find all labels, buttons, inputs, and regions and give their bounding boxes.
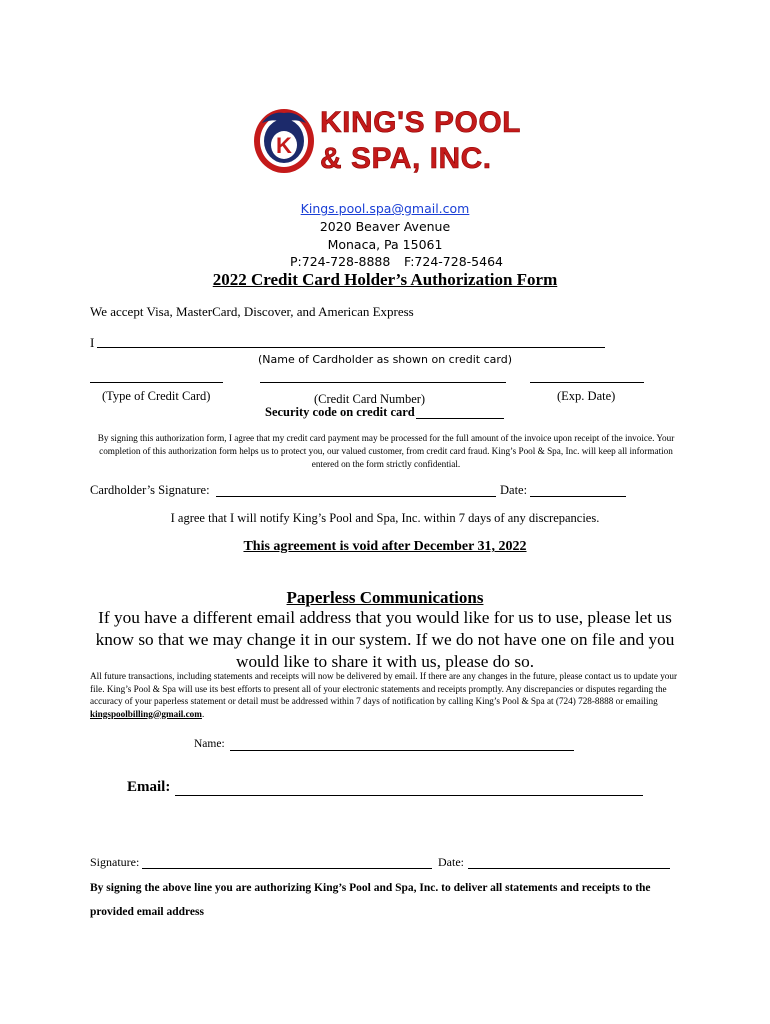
form-title: 2022 Credit Card Holder’s Authorization Form (212, 270, 558, 289)
cardholder-name-row (90, 335, 94, 351)
form-title-wrap (0, 270, 770, 290)
card-type-caption: (Type of Credit Card) (102, 389, 211, 403)
company-city: Monaca, Pa 15061 (327, 237, 443, 252)
paperless-notice-text: All future transactions, including statements and receipts will now be delivered by email. If there are any changes in the future, please contact us to update your file. King’s Pool & Spa will use its best efforts to present all of your electronic statements and receipts promptly. Any discrepancies or disputes regarding the accuracy of your paperless statement or detail must be addressed within 7 days of notification by calling King’s Pool & Spa at (724) 728-8888 or emailing (90, 671, 678, 706)
paperless-signature-label: Signature: (90, 855, 140, 869)
void-notice: This agreement is void after December 31, 2022 (243, 539, 527, 554)
paperless-email-field[interactable] (175, 781, 643, 796)
card-type-field[interactable] (90, 372, 223, 383)
company-logo (250, 100, 530, 182)
card-number-field[interactable] (260, 372, 506, 383)
cardholder-name-field[interactable] (97, 336, 605, 348)
paperless-notice: All future transactions, including statements and receipts will now be delivered by email. If there are any changes in the future, please contact us to update your file. King’s Pool & Spa will use its best efforts to present all of your electronic statements and receipts promptly. Any discrepancies or disputes regarding the accuracy of your paperless statement or detail must be addressed within 7 days of notification by calling King’s Pool & Spa at (724) 728-8888 or emailing kingspoolbilling@gmail.com. (90, 671, 678, 719)
security-code-field[interactable] (416, 406, 504, 419)
logo-line-2: & SPA, INC. (320, 142, 492, 175)
paperless-email-label: Email: (127, 779, 171, 795)
exp-date-field[interactable] (530, 372, 644, 383)
paperless-date-field[interactable] (468, 856, 670, 869)
paperless-date-label: Date: (438, 855, 464, 869)
paperless-signature-field[interactable] (142, 856, 432, 869)
paperless-intro: If you have a different email address that you would like for us to use, please let us know so that we may change it in our system. If we do not have one on file and you would like to share it with us, please do so. (95, 608, 675, 671)
exp-date-caption: (Exp. Date) (557, 389, 616, 403)
company-phone: P:724-728-8888 (290, 254, 391, 269)
palm-seal-icon (252, 103, 316, 175)
name-prefix: I (90, 335, 95, 350)
paperless-name-label: Name: (194, 738, 225, 750)
svg-text:K: K (276, 133, 292, 158)
accepted-cards-text: We accept Visa, MasterCard, Discover, and American Express (90, 304, 414, 319)
cardholder-name-caption: (Name of Cardholder as shown on credit card) (258, 353, 512, 366)
billing-email-link[interactable]: kingspoolbilling@gmail.com (90, 708, 202, 719)
company-email-link[interactable]: Kings.pool.spa@gmail.com (300, 201, 470, 216)
authorization-disclaimer: By signing this authorization form, I agree that my credit card payment may be processed for the full amount of the invoice upon receipt of the invoice. Your completion of this authorization form helps us to protect you, our valued customer, from credit card fraud. King’s Pool & Spa, Inc. will keep all information entered on the form strictly confidential. (97, 433, 675, 469)
paperless-closing: By signing the above line you are authorizing King’s Pool and Spa, Inc. to deliver all statements and receipts to the provided email address (90, 882, 651, 918)
paperless-title: Paperless Communications (286, 588, 484, 607)
cardholder-date-label: Date: (500, 483, 528, 497)
paperless-name-field[interactable] (230, 739, 574, 751)
company-fax: F:724-728-5464 (404, 254, 503, 269)
company-street: 2020 Beaver Avenue (319, 219, 451, 234)
notify-agreement-text: I agree that I will notify King’s Pool and Spa, Inc. within 7 days of any discrepancies. (170, 511, 600, 525)
security-code-label: Security code on credit card (265, 405, 415, 419)
logo-line-1: KING'S POOL (320, 106, 521, 139)
company-email-row (0, 200, 770, 217)
cardholder-signature-label: Cardholder’s Signature: (90, 483, 210, 497)
cardholder-signature-field[interactable] (216, 484, 496, 497)
cardholder-date-field[interactable] (530, 484, 626, 497)
card-number-caption: (Credit Card Number) (314, 392, 426, 406)
